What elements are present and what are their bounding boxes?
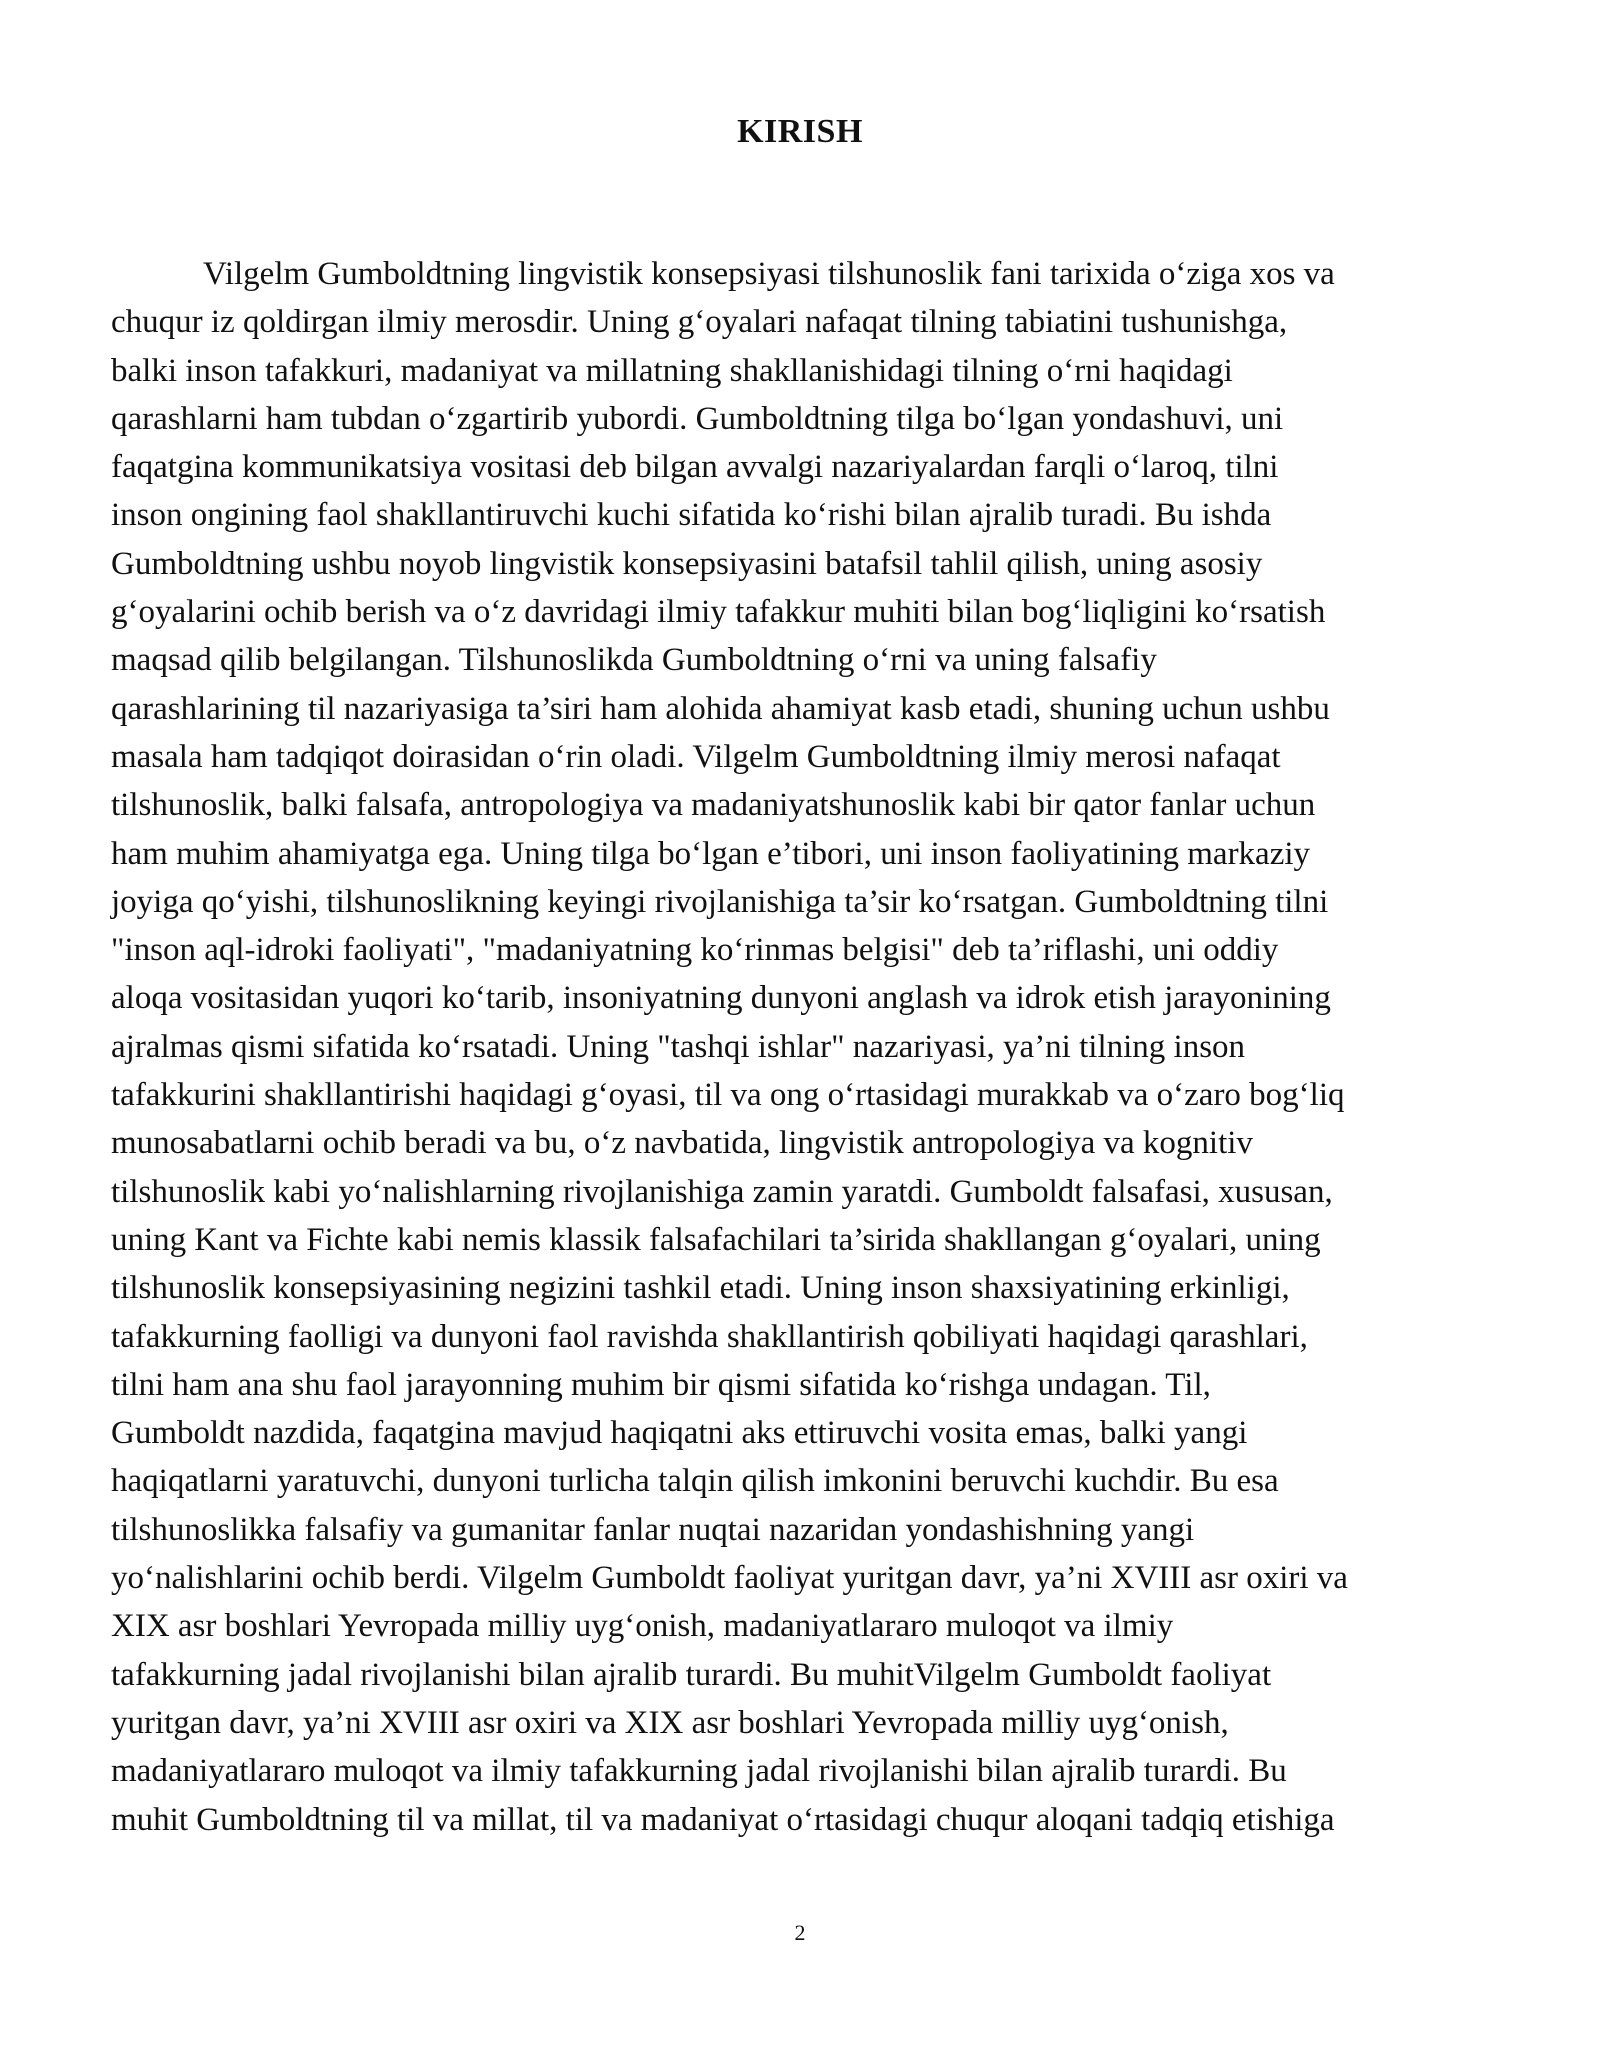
paragraph-line: madaniyatlararo muloqot va ilmiy tafakkurning jadal rivojlanishi bilan ajralib turardi. Bu xyxy=(111,1753,1287,1790)
paragraph-line: ajralmas qismi sifatida ko‘rsatadi. Uning "tashqi ishlar" nazariyasi, ya’ni tilning inson xyxy=(111,1028,1246,1065)
intro-paragraph xyxy=(111,250,1491,1844)
paragraph-line: aloqa vositasidan yuqori ko‘tarib, insoniyatning dunyoni anglash va idrok etish jarayonining xyxy=(111,980,1331,1017)
paragraph-line: haqiqatlarni yaratuvchi, dunyoni turlicha talqin qilish imkonini beruvchi kuchdir. Bu esa xyxy=(111,1463,1279,1500)
paragraph-line: balki inson tafakkuri, madaniyat va millatning shakllanishidagi tilning o‘rni haqidagi xyxy=(111,352,1233,389)
paragraph-line: uning Kant va Fichte kabi nemis klassik falsafachilari ta’sirida shakllangan g‘oyalari, uning xyxy=(111,1221,1321,1258)
paragraph-line: maqsad qilib belgilangan. Tilshunoslikda Gumboldtning o‘rni va uning falsafiy xyxy=(111,642,1157,679)
paragraph-line: Vilgelm Gumboldtning lingvistik konsepsiyasi tilshunoslik fani tarixida o‘ziga xos va xyxy=(203,256,1335,292)
paragraph-line: yo‘nalishlarini ochib berdi. Vilgelm Gumboldt faoliyat yuritgan davr, ya’ni XVIII asr oxiri va xyxy=(111,1560,1348,1597)
paragraph-line: chuqur iz qoldirgan ilmiy merosdir. Uning g‘oyalari nafaqat tilning tabiatini tushunishga, xyxy=(111,304,1288,341)
paragraph-line: tafakkurini shakllantirishi haqidagi g‘oyasi, til va ong o‘rtasidagi murakkab va o‘zaro bog‘liq xyxy=(111,1077,1345,1114)
paragraph-line: inson ongining faol shakllantiruvchi kuchi sifatida ko‘rishi bilan ajralib turadi. Bu ishda xyxy=(111,497,1272,534)
paragraph-line: Gumboldtning ushbu noyob lingvistik konsepsiyasini batafsil tahlil qilish, uning asosiy xyxy=(111,545,1263,582)
paragraph-line: tilshunoslik kabi yo‘nalishlarning rivojlanishiga zamin yaratdi. Gumboldt falsafasi, xususan, xyxy=(111,1173,1333,1210)
paragraph-line: munosabatlarni ochib beradi va bu, o‘z navbatida, lingvistik antropologiya va kognitiv xyxy=(111,1125,1253,1162)
paragraph-line: tilshunoslikka falsafiy va gumanitar fanlar nuqtai nazaridan yondashishning yangi xyxy=(111,1511,1195,1548)
paragraph-line: tilshunoslik, balki falsafa, antropologiya va madaniyatshunoslik kabi bir qator fanlar uchun xyxy=(111,787,1316,824)
paragraph-line: tilni ham ana shu faol jarayonning muhim bir qismi sifatida ko‘rishga undagan. Til, xyxy=(111,1366,1211,1403)
paragraph-line: muhit Gumboldtning til va millat, til va madaniyat o‘rtasidagi chuqur aloqani tadqiq etishiga xyxy=(111,1801,1335,1838)
paragraph-line: yuritgan davr, ya’ni XVIII asr oxiri va XIX asr boshlari Yevropada milliy uyg‘onish, xyxy=(111,1704,1229,1741)
paragraph-line: qarashlarining til nazariyasiga ta’siri ham alohida ahamiyat kasb etadi, shuning uchun ushbu xyxy=(111,690,1330,727)
paragraph-line: XIX asr boshlari Yevropada milliy uyg‘onish, madaniyatlararo muloqot va ilmiy xyxy=(111,1608,1174,1645)
paragraph-line: tafakkurning faolligi va dunyoni faol ravishda shakllantirish qobiliyati haqidagi qarashlari, xyxy=(111,1318,1308,1355)
page-number: 2 xyxy=(794,1920,806,1945)
paragraph-line: joyiga qo‘yishi, tilshunoslikning keyingi rivojlanishiga ta’sir ko‘rsatgan. Gumboldtning tilni xyxy=(111,883,1329,920)
paragraph-line: tafakkurning jadal rivojlanishi bilan ajralib turardi. Bu muhitVilgelm Gumboldt faoliyat xyxy=(111,1656,1272,1693)
paragraph-line: faqatgina kommunikatsiya vositasi deb bilgan avvalgi nazariyalardan farqli o‘laroq, tilni xyxy=(111,449,1279,486)
paragraph-line: ham muhim ahamiyatga ega. Uning tilga bo‘lgan e’tibori, uni inson faoliyatining markaziy xyxy=(111,835,1311,872)
page-heading: KIRISH xyxy=(737,113,863,150)
paragraph-line: masala ham tadqiqot doirasidan o‘rin oladi. Vilgelm Gumboldtning ilmiy merosi nafaqat xyxy=(111,738,1281,775)
paragraph-line: g‘oyalarini ochib berish va o‘z davridagi ilmiy tafakkur muhiti bilan bog‘liqligini ko‘rsatish xyxy=(111,594,1326,631)
paragraph-line: tilshunoslik konsepsiyasining negizini tashkil etadi. Uning inson shaxsiyatining erkinligi, xyxy=(111,1270,1290,1307)
paragraph-line: "inson aql-idroki faoliyati", "madaniyatning ko‘rinmas belgisi" deb ta’riflashi, uni oddiy xyxy=(111,932,1279,969)
paragraph-line: Gumboldt nazdida, faqatgina mavjud haqiqatni aks ettiruvchi vosita emas, balki yangi xyxy=(111,1415,1248,1452)
paragraph-line: qarashlarni ham tubdan o‘zgartirib yubordi. Gumboldtning tilga bo‘lgan yondashuvi, uni xyxy=(111,400,1284,437)
